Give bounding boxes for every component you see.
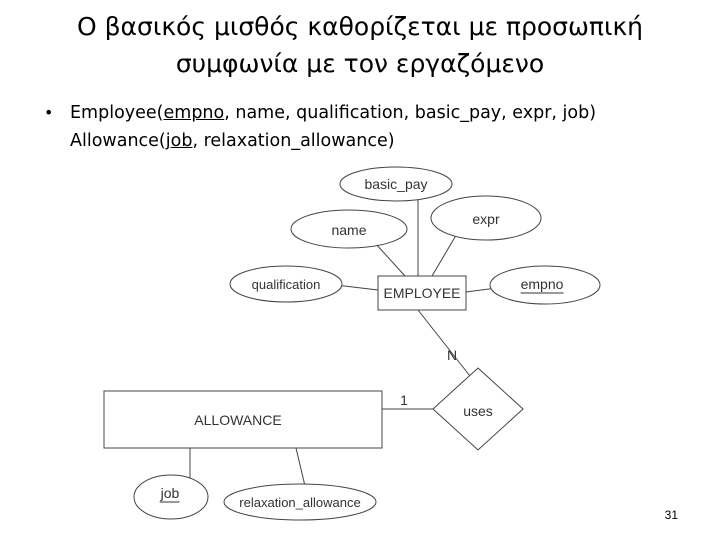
attribute-name-label: name — [331, 222, 367, 238]
employee-schema-prefix: Employee( — [70, 103, 164, 123]
employee-schema-rest: , name, qualification, basic_pay, expr, job) — [224, 103, 597, 123]
relationship-uses-label: uses — [463, 403, 493, 419]
allowance-schema-rest: , relaxation_allowance) — [192, 131, 395, 151]
title-line-2: συμφωνία με τον εργαζόμενο — [175, 49, 545, 78]
connector-name — [375, 243, 405, 276]
connector-relaxation — [296, 448, 305, 486]
connector-employee-uses — [418, 310, 470, 376]
cardinality-employee-side: N — [446, 347, 458, 363]
cardinality-allowance-side: 1 — [400, 392, 408, 408]
entity-allowance-label: ALLOWANCE — [194, 412, 282, 428]
attribute-expr-label: expr — [472, 211, 500, 227]
connector-qualification — [336, 285, 378, 290]
title-line-1: Ο βασικός μισθός καθορίζεται με προσωπική — [76, 12, 644, 41]
entity-employee-label: EMPLOYEE — [383, 285, 461, 301]
attribute-job-label: job — [160, 485, 180, 501]
allowance-schema-prefix: Allowance( — [70, 131, 166, 151]
attribute-basic-pay-label: basic_pay — [364, 176, 428, 192]
bullet-icon: • — [44, 103, 54, 122]
employee-primary-key: empno — [163, 103, 225, 123]
connector-expr — [432, 232, 458, 276]
attribute-qualification-label: qualification — [251, 277, 321, 292]
attribute-empno-label: empno — [520, 276, 564, 292]
allowance-primary-key: job — [165, 131, 193, 151]
page-number: 31 — [664, 508, 678, 522]
attribute-relaxation-allowance-label: relaxation_allowance — [239, 495, 361, 510]
